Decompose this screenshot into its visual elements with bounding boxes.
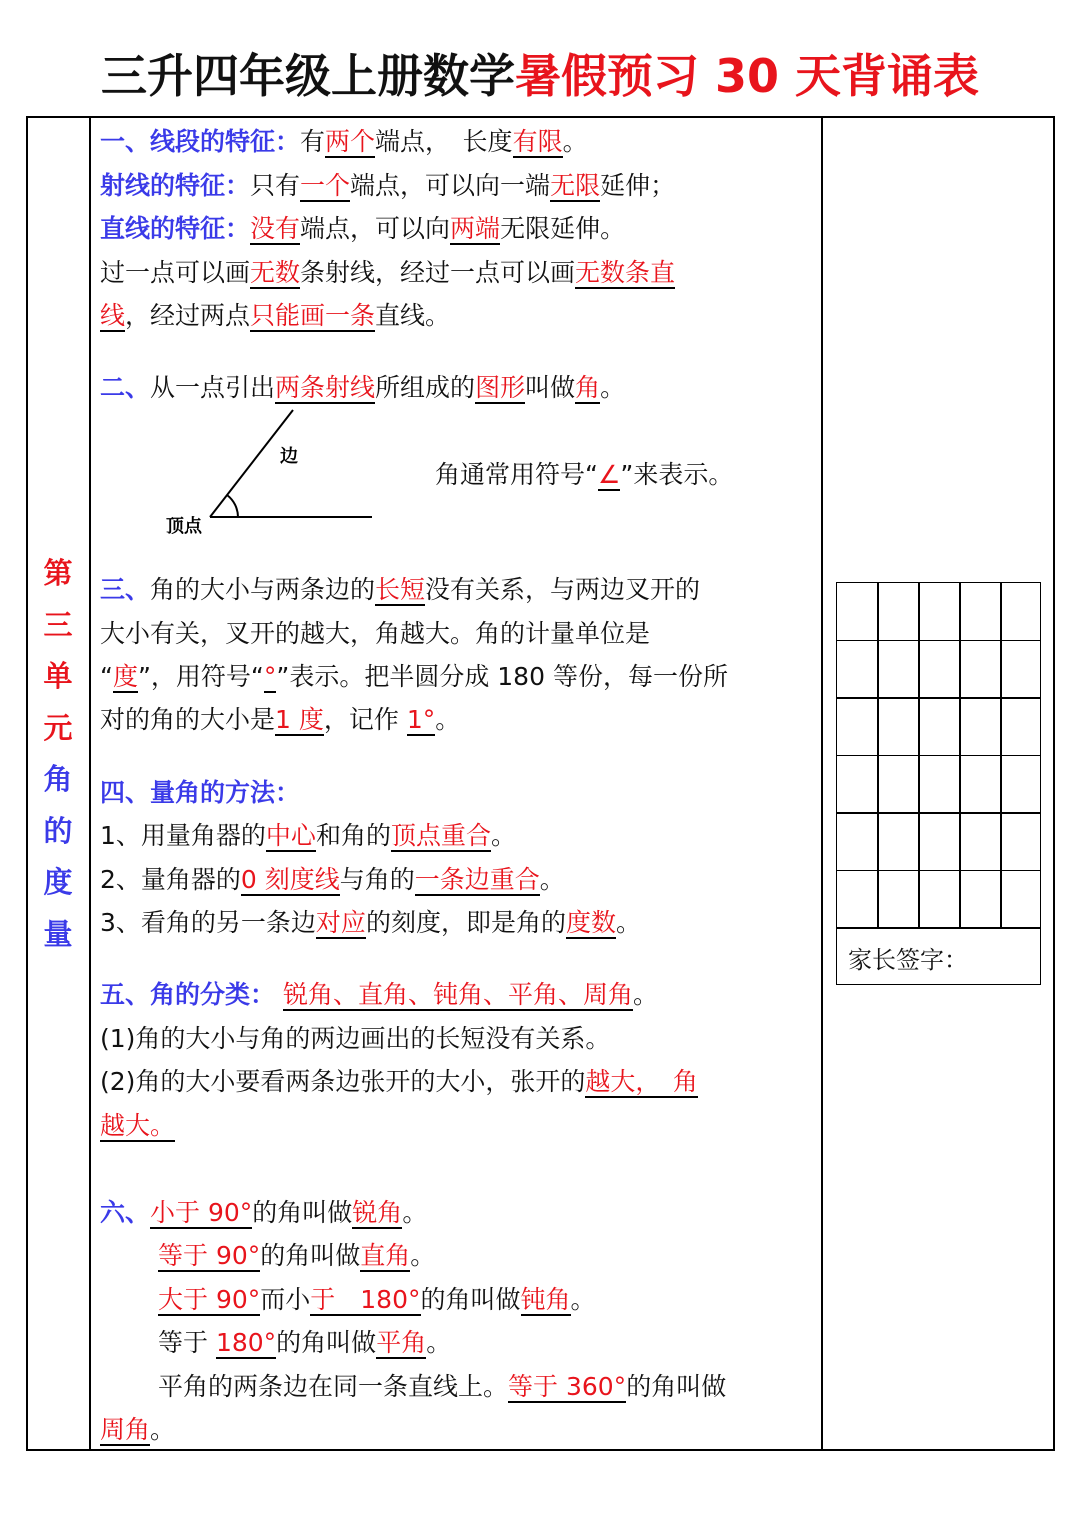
text-segment: 。	[402, 1198, 428, 1227]
text-line	[100, 573, 700, 607]
answer-blank: 0 刻度线	[240, 865, 340, 894]
unit-label-char: 元	[43, 710, 73, 745]
section-heading: 三、	[100, 575, 151, 604]
answer-blank: 大于 90°	[158, 1285, 261, 1314]
text-segment: 的角叫做	[276, 1328, 377, 1357]
text-segment: 3、看角的另一条边	[100, 908, 316, 937]
unit-label-char: 角	[43, 762, 73, 796]
page-title	[0, 40, 1080, 106]
text-line	[100, 1196, 427, 1230]
answer-blank: 一条边重合	[414, 865, 540, 894]
text-segment: 平角的两条边在同一条直线上。	[158, 1372, 509, 1401]
text-segment: ”表示。把半圆分成 180 等份，每一份所	[276, 662, 728, 691]
text-line	[158, 1239, 435, 1273]
answer-blank: 1°	[406, 705, 436, 734]
text-segment: 从一点引出	[150, 373, 276, 402]
text-segment: 2、量角器的	[100, 865, 241, 894]
answer-blank: 两端	[450, 214, 501, 243]
text-line	[100, 1413, 175, 1447]
text-segment: 对的角的大小是	[100, 705, 276, 734]
section-heading: 四、量角的方法：	[100, 778, 301, 807]
text-segment: 端点， 长度	[375, 127, 513, 156]
text-segment: 的角叫做	[260, 1241, 361, 1270]
unit-label	[40, 548, 76, 960]
text-line	[100, 256, 675, 290]
text-segment: 。	[570, 1285, 596, 1314]
text-line	[158, 1283, 596, 1317]
text-line	[100, 703, 460, 737]
text-line	[100, 1065, 698, 1099]
text-segment: 的角叫做	[252, 1198, 353, 1227]
text-segment: 大小有关，叉开的越大，角越大。角的计量单位是	[100, 619, 651, 648]
answer-blank: 一个	[300, 171, 351, 200]
section-heading: 直线的特征：	[100, 214, 251, 243]
text-segment: 的刻度，即是角的	[365, 908, 566, 937]
text-segment: ，经过两点	[125, 301, 251, 330]
answer-blank: 无数	[250, 258, 301, 287]
answer-blank: 线	[100, 301, 126, 330]
text-segment: 。	[410, 1241, 436, 1270]
section-heading: 一、线段的特征：	[100, 127, 301, 156]
section-heading: 五、角的分类：	[100, 980, 276, 1009]
text-segment: “	[100, 662, 113, 691]
answer-blank: 于 180°	[310, 1285, 421, 1314]
answer-blank: 锐角、直角、钝角、平角、周角	[282, 980, 633, 1009]
unit-label-char: 的	[43, 813, 73, 848]
text-segment: (2)角的大小要看两条边张开的大小，张开的	[100, 1067, 586, 1096]
answer-blank: 对应	[315, 908, 366, 937]
answer-blank: °	[263, 662, 277, 691]
text-segment: 1、用量角器的	[100, 821, 266, 850]
unit-label-char: 三	[43, 607, 73, 642]
angle-arc	[227, 495, 238, 517]
text-segment: 无限延伸。	[500, 214, 626, 243]
text-segment: ，记作	[323, 705, 407, 734]
unit-label-char: 单	[43, 659, 73, 693]
text-segment: 直线。	[375, 301, 451, 330]
text-segment: 叫做	[525, 373, 576, 402]
text-segment: 有	[300, 127, 326, 156]
answer-blank: 越大。	[100, 1111, 176, 1140]
text-segment: (1)角的大小与角的两边画出的长短没有关系。	[100, 1024, 611, 1053]
answer-blank: 长短	[375, 575, 426, 604]
text-segment: 。	[600, 373, 626, 402]
answer-blank: 钝角	[520, 1285, 571, 1314]
answer-blank: 平角	[376, 1328, 427, 1357]
answer-blank: 等于 90°	[158, 1241, 261, 1270]
answer-blank: 无限	[550, 171, 601, 200]
text-line	[100, 617, 650, 651]
answer-blank: 顶点重合	[390, 821, 491, 850]
text-segment: 。	[632, 980, 658, 1009]
parent-signature-label: 家长签字：	[848, 946, 968, 974]
answer-blank: 等于 360°	[508, 1372, 627, 1401]
text-segment: 。	[615, 908, 641, 937]
text-line	[435, 458, 733, 492]
text-segment: ”来表示。	[620, 460, 734, 489]
answer-blank: 锐角	[352, 1198, 403, 1227]
text-segment: 。	[539, 865, 565, 894]
grid-line	[837, 755, 1040, 757]
grid-line	[837, 812, 1040, 814]
grid-line	[837, 640, 1040, 642]
text-line	[100, 660, 728, 694]
text-line	[100, 819, 516, 853]
title-red: 暑假预习 30 天背诵表	[514, 49, 980, 103]
text-segment: 与角的	[339, 865, 415, 894]
section-heading: 射线的特征：	[100, 171, 251, 200]
text-segment: 只有	[250, 171, 301, 200]
answer-blank: 只能画一条	[250, 301, 376, 330]
answer-blank: 角	[575, 373, 601, 402]
text-segment: 和角的	[315, 821, 391, 850]
text-segment	[275, 980, 283, 1009]
answer-blank: 周角	[100, 1415, 151, 1444]
text-segment: 没有关系，与两边叉开的	[425, 575, 701, 604]
text-line	[100, 1109, 175, 1143]
answer-blank: 越大， 角	[585, 1067, 698, 1096]
unit-label-char: 度	[43, 865, 73, 899]
answer-blank: 小于 90°	[150, 1198, 253, 1227]
text-segment: 条射线，经过一点可以画	[300, 258, 576, 287]
text-line	[100, 776, 300, 810]
text-line	[100, 863, 565, 897]
answer-blank: ∠	[597, 460, 621, 489]
text-line	[100, 906, 641, 940]
text-line	[100, 212, 625, 246]
answer-blank: 两个	[325, 127, 376, 156]
answer-blank: 中心	[265, 821, 316, 850]
text-segment: 所组成的	[375, 373, 476, 402]
text-segment: 。	[435, 705, 461, 734]
answer-blank: 没有	[250, 214, 301, 243]
grid-line	[837, 870, 1040, 872]
answer-blank: 直角	[360, 1241, 411, 1270]
text-line	[100, 125, 588, 159]
text-segment: 等于	[158, 1328, 216, 1357]
text-line	[100, 978, 658, 1012]
answer-blank: 180°	[215, 1328, 277, 1357]
text-segment: 端点，可以向	[300, 214, 451, 243]
answer-blank: 1 度	[275, 705, 324, 734]
text-segment: ”，用符号“	[137, 662, 264, 691]
answer-blank: 无数条直	[575, 258, 676, 287]
text-segment: 。	[562, 127, 588, 156]
angle-diagram	[150, 400, 390, 550]
answer-blank: 两条射线	[275, 373, 376, 402]
text-segment: 端点，可以向一端	[350, 171, 551, 200]
unit-label-char: 第	[43, 556, 73, 590]
text-line	[100, 299, 450, 333]
unit-label-char: 量	[43, 916, 73, 951]
text-segment: 的角叫做	[626, 1372, 727, 1401]
answer-blank: 有限	[512, 127, 563, 156]
text-line	[100, 1022, 610, 1056]
text-segment: 。	[150, 1415, 176, 1444]
grid-line	[837, 927, 1040, 929]
text-segment: 。	[490, 821, 516, 850]
text-segment: 角通常用符号“	[435, 460, 598, 489]
side-label: 边	[280, 446, 298, 467]
text-segment: 的角叫做	[420, 1285, 521, 1314]
grid-line	[837, 697, 1040, 699]
answer-blank: 度数	[565, 908, 616, 937]
text-line	[100, 169, 675, 203]
text-line	[158, 1326, 451, 1360]
text-line	[158, 1370, 726, 1404]
answer-blank: 图形	[475, 373, 526, 402]
vertex-label: 顶点	[166, 516, 202, 537]
text-segment: 延伸；	[600, 171, 676, 200]
title-black: 三升四年级上册数学	[100, 49, 515, 103]
text-segment: 过一点可以画	[100, 258, 251, 287]
section-heading: 六、	[100, 1198, 151, 1227]
text-segment: 角的大小与两条边的	[150, 575, 376, 604]
answer-blank: 度	[112, 662, 138, 691]
text-segment: 。	[426, 1328, 452, 1357]
practice-grid	[836, 582, 1041, 985]
section-heading: 二、	[100, 373, 151, 402]
text-segment: 而小	[260, 1285, 311, 1314]
